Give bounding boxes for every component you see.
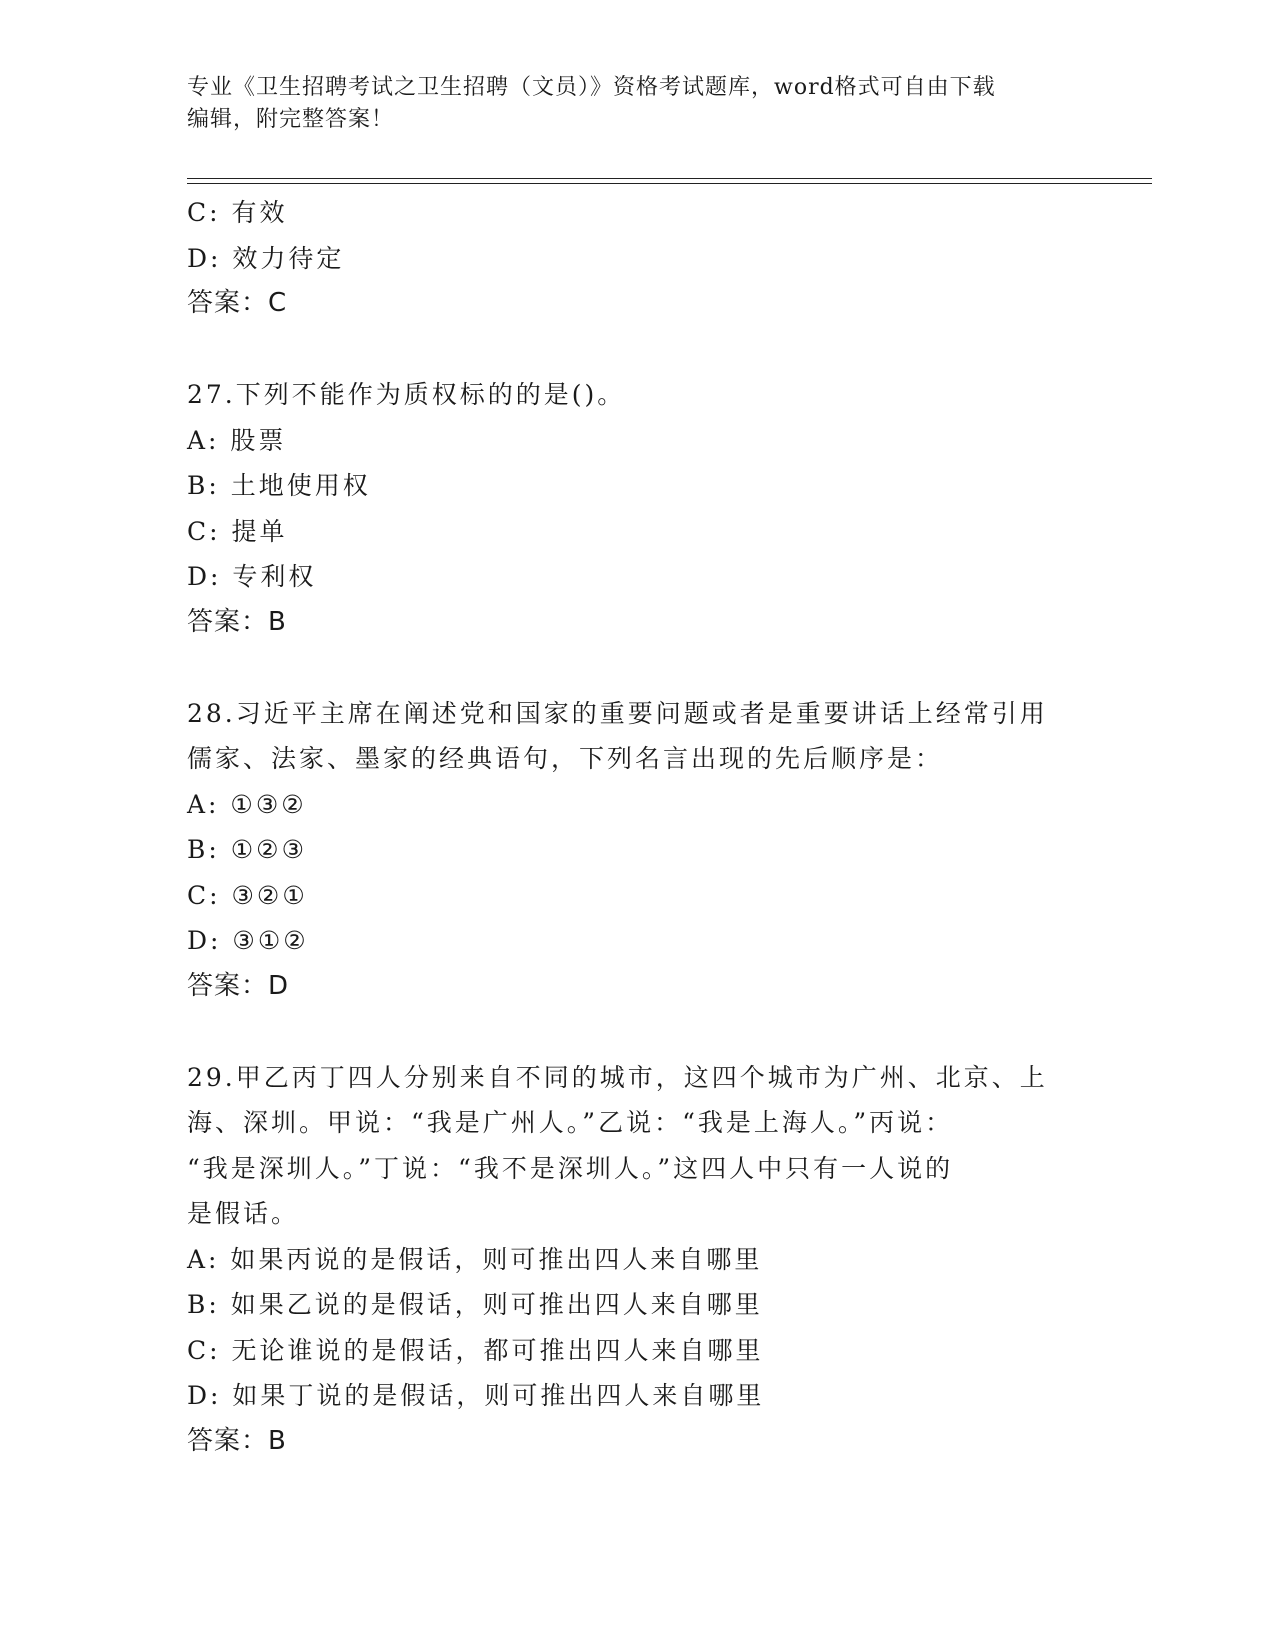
header-divider-top bbox=[187, 178, 1152, 179]
q28-answer: 答案：D bbox=[187, 970, 290, 1001]
q26-option-d: D: 效力待定 bbox=[187, 243, 345, 273]
q28-option-a: A: ①③② bbox=[187, 789, 307, 819]
q27-option-a: A: 股票 bbox=[187, 425, 287, 455]
question-27 bbox=[187, 372, 1087, 645]
q27-option-b: B: 土地使用权 bbox=[187, 471, 371, 500]
q28-option-c: C: ③②① bbox=[187, 880, 308, 910]
header-divider-bottom bbox=[187, 183, 1152, 184]
q29-stem-line-4: 是假话。 bbox=[187, 1199, 300, 1228]
q27-option-d: D: 专利权 bbox=[187, 562, 317, 591]
document-header bbox=[187, 72, 1087, 136]
q26-option-c: C: 有效 bbox=[187, 198, 288, 227]
spacer bbox=[187, 327, 1087, 373]
q29-option-b: B: 如果乙说的是假话，则可推出四人来自哪里 bbox=[187, 1290, 763, 1319]
q28-option-b: B: ①②③ bbox=[187, 835, 307, 864]
q28-option-d: D: ③①② bbox=[187, 926, 309, 955]
spacer bbox=[187, 645, 1087, 691]
q29-option-c: C: 无论谁说的是假话，都可推出四人来自哪里 bbox=[187, 1335, 764, 1365]
question-list bbox=[187, 190, 1087, 1464]
q26-answer: 答案：C bbox=[187, 288, 288, 318]
q29-option-a: A: 如果丙说的是假话，则可推出四人来自哪里 bbox=[187, 1244, 763, 1274]
header-title-line-1: 专业《卫生招聘考试之卫生招聘（文员）》资格考试题库，word格式可自由下载 bbox=[187, 75, 996, 100]
q28-stem-line-1: 28.习近平主席在阐述党和国家的重要问题或者是重要讲话上经常引用 bbox=[187, 698, 1048, 728]
q29-stem-line-1: 29.甲乙丙丁四人分别来自不同的城市，这四个城市为广州、北京、上 bbox=[187, 1062, 1048, 1092]
question-29 bbox=[187, 1055, 1087, 1465]
q27-answer: 答案：B bbox=[187, 606, 287, 637]
question-28 bbox=[187, 691, 1087, 1010]
q29-stem-line-2: 海、深圳。甲说：“我是广州人。”乙说：“我是上海人。”丙说： bbox=[187, 1108, 954, 1137]
spacer bbox=[187, 1009, 1087, 1055]
question-26-tail bbox=[187, 190, 1087, 327]
header-title-line-2: 编辑，附完整答案！ bbox=[187, 107, 395, 132]
q29-stem-line-3: “我是深圳人。”丁说：“我不是深圳人。”这四人中只有一人说的 bbox=[187, 1153, 954, 1183]
q28-stem-line-2: 儒家、法家、墨家的经典语句，下列名言出现的先后顺序是： bbox=[187, 744, 944, 773]
q29-answer: 答案：B bbox=[187, 1425, 287, 1456]
q27-stem: 27.下列不能作为质权标的的是()。 bbox=[187, 380, 626, 409]
q27-option-c: C: 提单 bbox=[187, 516, 288, 546]
q29-option-d: D: 如果丁说的是假话，则可推出四人来自哪里 bbox=[187, 1381, 765, 1410]
